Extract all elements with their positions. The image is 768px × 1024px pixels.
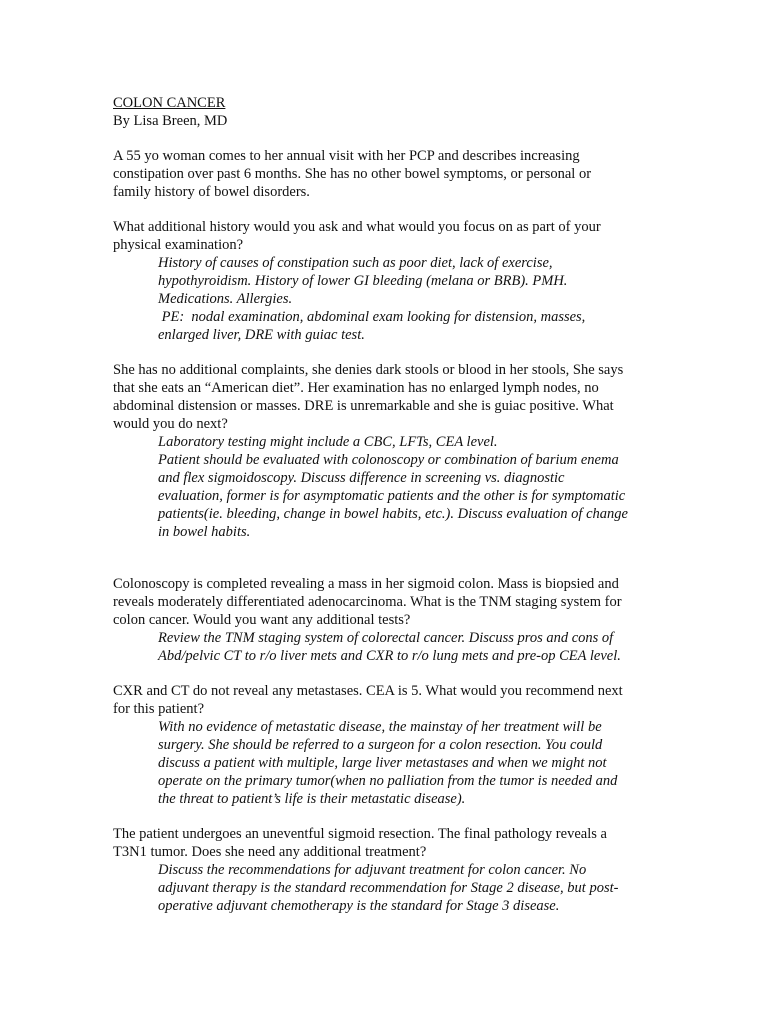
text-line: Discuss the recommendations for adjuvant treatment for colon cancer. No [158, 862, 587, 878]
text-line: family history of bowel disorders. [113, 184, 310, 200]
text-line: T3N1 tumor. Does she need any additional treatment? [113, 844, 427, 860]
text-line: and flex sigmoidoscopy. Discuss difference in screening vs. diagnostic [158, 470, 565, 486]
text-line: What additional history would you ask and what would you focus on as part of your [113, 219, 601, 235]
document-title: COLON CANCER [113, 95, 226, 111]
text-line: adjuvant therapy is the standard recommendation for Stage 2 disease, but post- [158, 880, 619, 896]
question-staging [113, 575, 658, 629]
text-line: Patient should be evaluated with colonoscopy or combination of barium enema [158, 452, 619, 468]
answer-staging [158, 629, 658, 665]
question-adjuvant [113, 825, 658, 861]
text-line: Laboratory testing might include a CBC, LFTs, CEA level. [158, 434, 498, 450]
text-line: the threat to patient’s life is their metastatic disease). [158, 791, 466, 807]
text-line: constipation over past 6 months. She has no other bowel symptoms, or personal or [113, 166, 592, 182]
answer-adjuvant [158, 861, 658, 915]
text-line: would you do next? [113, 416, 228, 432]
text-line: reveals moderately differentiated adenocarcinoma. What is the TNM staging system for [113, 594, 622, 610]
case-presentation [113, 147, 658, 201]
document-header [113, 94, 658, 130]
text-line: Abd/pelvic CT to r/o liver mets and CXR to r/o lung mets and pre-op CEA level. [158, 648, 621, 664]
answer-history-exam [158, 254, 658, 344]
author-line: By Lisa Breen, MD [113, 113, 228, 129]
text-line: Colonoscopy is completed revealing a mass in her sigmoid colon. Mass is biopsied and [113, 576, 619, 592]
text-line: The patient undergoes an uneventful sigmoid resection. The final pathology reveals a [113, 826, 607, 842]
text-line: in bowel habits. [158, 524, 251, 540]
text-line: A 55 yo woman comes to her annual visit with her PCP and describes increasing [113, 148, 580, 164]
text-line: for this patient? [113, 701, 205, 717]
text-line: colon cancer. Would you want any additional tests? [113, 612, 411, 628]
text-line: PE: nodal examination, abdominal exam looking for distension, masses, [158, 309, 586, 325]
answer-next-step [158, 433, 658, 541]
text-line: CXR and CT do not reveal any metastases. CEA is 5. What would you recommend next [113, 683, 623, 699]
text-line: physical examination? [113, 237, 244, 253]
text-line: that she eats an “American diet”. Her examination has no enlarged lymph nodes, no [113, 380, 599, 396]
question-next-step [113, 361, 658, 433]
text-line: Review the TNM staging system of colorectal cancer. Discuss pros and cons of [158, 630, 614, 646]
text-line: History of causes of constipation such as poor diet, lack of exercise, [158, 255, 553, 271]
text-line: operative adjuvant chemotherapy is the standard for Stage 3 disease. [158, 898, 560, 914]
text-line: enlarged liver, DRE with guiac test. [158, 327, 365, 343]
text-line: evaluation, former is for asymptomatic patients and the other is for symptomatic [158, 488, 626, 504]
text-line: operate on the primary tumor(when no palliation from the tumor is needed and [158, 773, 618, 789]
text-line: surgery. She should be referred to a surgeon for a colon resection. You could [158, 737, 603, 753]
text-line: With no evidence of metastatic disease, the mainstay of her treatment will be [158, 719, 602, 735]
text-line: She has no additional complaints, she denies dark stools or blood in her stools, She says [113, 362, 624, 378]
text-line: patients(ie. bleeding, change in bowel habits, etc.). Discuss evaluation of change [158, 506, 628, 522]
text-line: discuss a patient with multiple, large liver metastases and when we might not [158, 755, 607, 771]
answer-recommendation [158, 718, 658, 808]
question-recommendation [113, 682, 658, 718]
text-line: abdominal distension or masses. DRE is unremarkable and she is guiac positive. What [113, 398, 614, 414]
text-line: Medications. Allergies. [158, 291, 293, 307]
text-line: hypothyroidism. History of lower GI bleeding (melana or BRB). PMH. [158, 273, 568, 289]
question-history-exam [113, 218, 658, 254]
